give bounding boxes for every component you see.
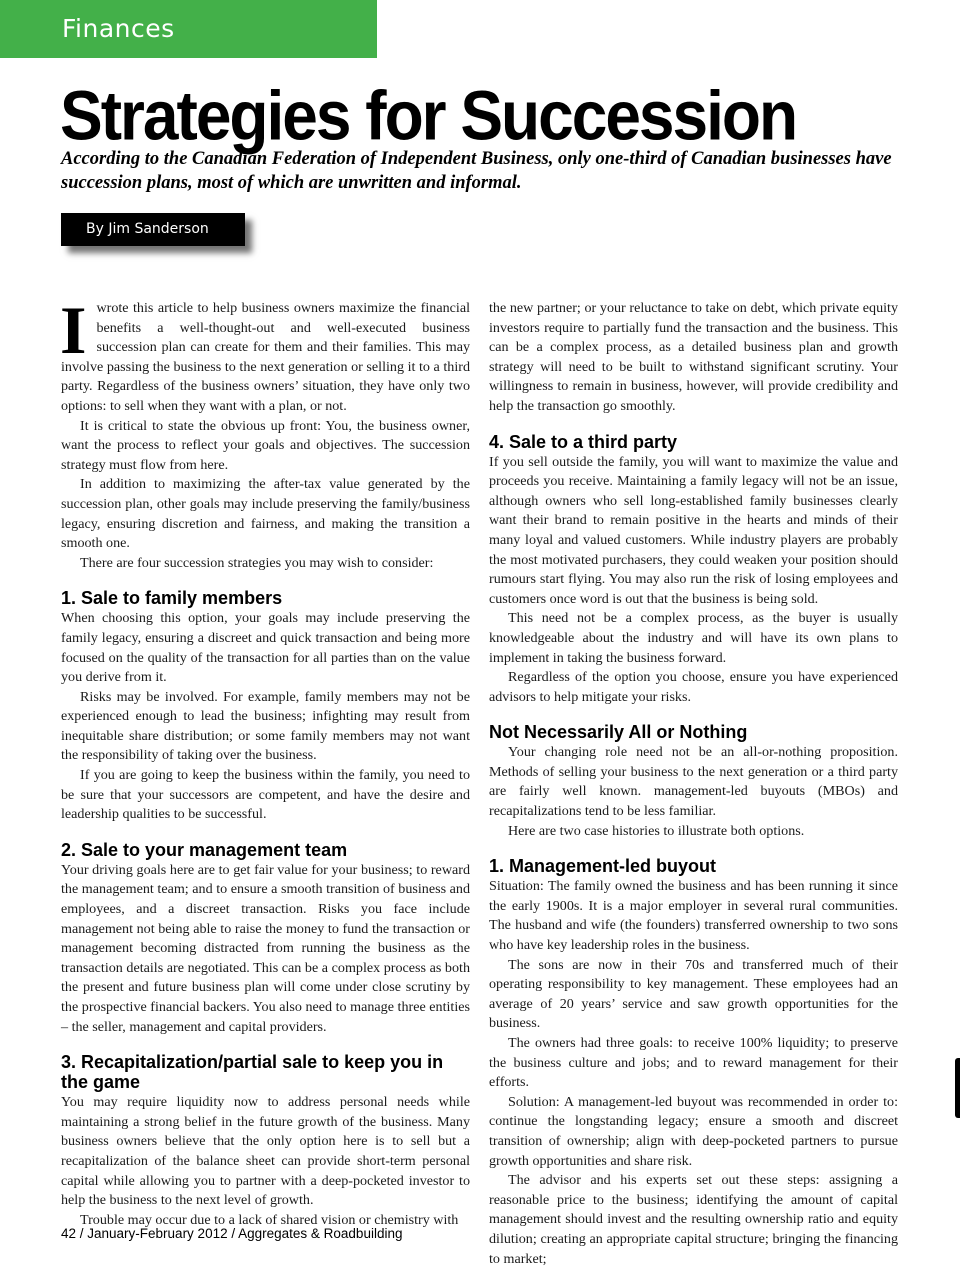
- paragraph: Solution: A management-led buyout was recommended in order to: continue the longstanding legacy; ensure a smooth and discreet transition of ownership; align with deep-pocketed partners to pursue growth opportunities and share risk.: [489, 1093, 898, 1169]
- right-column: [489, 299, 898, 1269]
- paragraph: Regardless of the option you choose, ensure you have experienced advisors to help mitigate your risks.: [489, 669, 898, 705]
- paragraph: It is critical to state the obvious up front: You, the business owner, want the process to reflect your goals and objectives. The succession strategy must flow from here.: [61, 417, 470, 473]
- paragraph: When choosing this option, your goals may include preserving the family legacy, ensuring a discreet and quick transaction and being more focused on the quality of the transaction for all parties than on the value you derive from it.: [61, 610, 470, 686]
- section-heading: Not Necessarily All or Nothing: [489, 722, 748, 743]
- section-heading: 3. Recapitalization/partial sale to keep you in the game: [61, 1052, 444, 1093]
- article-deck: According to the Canadian Federation of Independent Business, only one-third of Canadian businesses have succession plans, most of which are unwritten and informal.: [61, 149, 892, 193]
- section-heading: 1. Sale to family members: [61, 588, 283, 609]
- page-footer: 42 / January-February 2012 / Aggregates & Roadbuilding: [61, 1226, 403, 1241]
- paragraph: The owners had three goals: to receive 100% liquidity; to preserve the business culture and jobs; and to reward management for their efforts.: [489, 1035, 898, 1091]
- paragraph: the new partner; or your reluctance to take on debt, which private equity investors require to partially fund the transaction and the business. This can be a complex process, as a detailed business plan and growth strategy will need to be built to withstand significant scrutiny. Your willingness to remain in business, however, will provide credibility and help the transaction go smoothly.: [489, 300, 898, 414]
- paragraph: The advisor and his experts set out these steps: assigning a reasonable price to the business; identifying the amount of capital management should invest and the resulting ownership ratio and equity dilution; creating an appropriate capital structure; bringing the financing to market;: [489, 1172, 898, 1267]
- drop-cap: I: [60, 292, 87, 368]
- paragraph: In addition to maximizing the after-tax value generated by the succession plan, other goals may include preserving the family/business legacy, ensuring discretion and fairness, and making the transition a smooth one.: [61, 476, 470, 552]
- paragraph: There are four succession strategies you may wish to consider:: [80, 554, 434, 571]
- paragraph: If you sell outside the family, you will want to maximize the value and proceeds you receive. Maintaining a family legacy will not be an issue, although owners who sell long-established family businesses clearly want their brand to remain positive in the hearts and minds of their many loyal and valued customers. While industry players are probably the most motivated purchasers, they could weaken your position should rumours start flying. You may also run the risk of losing employees and customers once word is out that the business is being sold.: [489, 453, 898, 607]
- paragraph: Your driving goals here are to get fair value for your business; to reward the management team; and to ensure a smooth transition of business and employees, and a discreet transaction. Risks you face include management not being able to raise the money to fund the transaction or management becoming distracted from running the business as the transaction details are negotiated. This can be a complex process as both the present and future business plan will come under close scrutiny by the prospective financial backers. You also need to manage three entities – the seller, management and capital providers.: [61, 861, 470, 1035]
- paragraph: Situation: The family owned the business and has been running it since the early 1900s. It is a major employer in several rural communities. The husband and wife (the founders) transferred ownership to two sons who have key leadership roles in the business.: [489, 878, 898, 954]
- paragraph: Risks may be involved. For example, family members may not be experienced enough to lead the business; infighting may result from inequitable share distribution; or some family members may not want the responsibility of taking over the business.: [61, 688, 470, 764]
- paragraph: Trouble may occur due to a lack of shared vision or chemistry with: [80, 1211, 459, 1228]
- page-edge-tab: [955, 1058, 960, 1118]
- paragraph: wrote this article to help business owners maximize the financial benefits a well-thought-out and well-executed business succession plan can create for them and their families. This may involve passing the business to the next generation or selling it to a third party. Regardless of the business owners’ situation, they have only two options: to sell when they want with a plan, or not.: [61, 300, 470, 414]
- paragraph: You may require liquidity now to address personal needs while maintaining a strong belief in the future growth of the business. Many business owners believe that the only option here is to sell but a recapitalization of the balance sheet can provide short-term personal capital while allowing you to partner with a deep-pocketed investor to help the business to the next level of growth.: [61, 1094, 470, 1209]
- paragraph: Your changing role need not be an all-or-nothing proposition. Methods of selling your business to the next generation or a third party are fairly well known. management-led buyouts (MBOs) and recapitalizations tend to be less familiar.: [489, 744, 898, 820]
- paragraph: This need not be a complex process, as the buyer is usually knowledgeable about the industry and will have its own plans to implement in taking the business forward.: [489, 610, 898, 666]
- paragraph: The sons are now in their 70s and transferred much of their operating responsibility to key management. These employees had an average of 20 years’ service and saw growth opportunities for the business.: [489, 956, 898, 1032]
- section-label: Finances: [0, 0, 377, 58]
- article-title: Strategies for Succession: [60, 77, 797, 155]
- section-heading: 2. Sale to your management team: [61, 839, 348, 860]
- left-column: [60, 292, 470, 1230]
- paragraph: If you are going to keep the business within the family, you need to be sure that your successors are competent, and have the desire and leadership qualities to be successful.: [61, 767, 470, 823]
- section-heading: 4. Sale to a third party: [489, 431, 678, 452]
- byline: By Jim Sanderson: [61, 213, 245, 246]
- section-heading: 1. Management-led buyout: [489, 856, 717, 877]
- paragraph: Here are two case histories to illustrate both options.: [508, 822, 805, 839]
